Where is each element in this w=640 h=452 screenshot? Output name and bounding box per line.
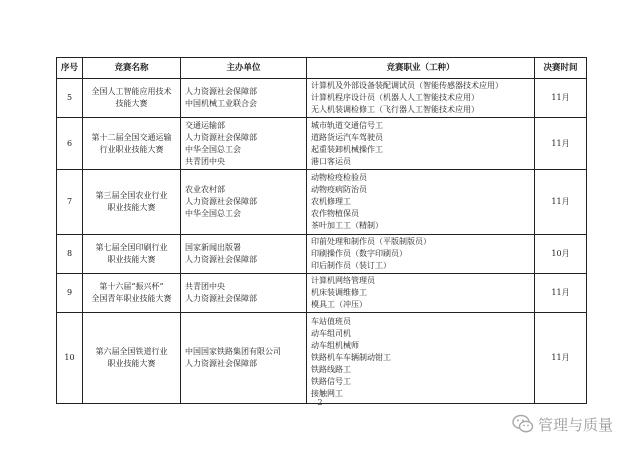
organizer: 人力资源社会保障部 — [185, 255, 258, 264]
competition-name-line: 职业技能大赛 — [107, 359, 156, 368]
organizer-cell — [181, 170, 307, 235]
page-number: 2 — [317, 398, 323, 407]
occupation: 模具工（冲压） — [311, 300, 368, 309]
competition-table — [56, 57, 587, 404]
occupations-cell — [307, 118, 535, 170]
occupation: 计算机程序设计员（机器人人工智能技术应用） — [311, 93, 480, 102]
organizer-cell — [181, 235, 307, 274]
table-header-row — [57, 58, 587, 79]
occupation: 农机修理工 — [311, 197, 352, 206]
organizer: 中华全国总工会 — [185, 209, 242, 218]
table-row — [57, 313, 587, 404]
competition-name-line: 第三届全国农业行业 — [95, 191, 168, 200]
occupation: 无人机装调检修工（飞行器人工智能技术应用） — [311, 105, 480, 114]
occupation: 车站值班员 — [311, 317, 352, 326]
organizer: 共青团中央 — [185, 156, 226, 166]
occupations-cell — [307, 274, 535, 313]
occupation: 茶叶加工工（精制） — [311, 221, 384, 230]
competition-name-line: 职业技能大赛 — [107, 203, 156, 212]
watermark — [512, 409, 613, 439]
occupations-cell — [307, 79, 535, 118]
occupation: 铁路机车车辆制动钳工 — [311, 353, 392, 362]
occupation: 农作物植保员 — [311, 209, 360, 218]
row-number: 10 — [57, 313, 83, 404]
competition-name-line: 职业技能大赛 — [107, 255, 156, 264]
table-row — [57, 79, 587, 118]
final-date: 10月 — [535, 235, 587, 274]
row-number: 5 — [57, 79, 83, 118]
occupation: 印前处理和制作员（平版制版员） — [311, 237, 432, 246]
row-number: 7 — [57, 170, 83, 235]
header-no: 序号 — [57, 58, 83, 79]
organizer: 人力资源社会保障部 — [185, 197, 258, 206]
header-date: 决赛时间 — [535, 58, 587, 79]
competition-name — [83, 170, 181, 235]
wechat-icon — [512, 414, 534, 434]
header-org: 主办单位 — [181, 58, 307, 79]
organizer: 共青团中央 — [185, 282, 226, 291]
occupation: 印后制作员（装订工） — [311, 261, 392, 270]
competition-name — [83, 313, 181, 404]
organizer: 人力资源社会保障部 — [185, 359, 258, 368]
competition-name-line: 第六届全国铁道行业 — [95, 347, 168, 356]
header-name: 竞赛名称 — [83, 58, 181, 79]
occupation: 道路货运汽车驾驶员 — [311, 132, 384, 142]
occupation: 计算机网络管理员 — [311, 276, 376, 285]
competition-name — [83, 274, 181, 313]
occupation: 动车组机械师 — [311, 341, 360, 350]
competition-name — [83, 118, 181, 170]
organizer: 中华全国总工会 — [185, 144, 242, 154]
competition-name-line: 行业职业技能大赛 — [99, 144, 164, 154]
organizer-cell — [181, 118, 307, 170]
occupations-cell — [307, 170, 535, 235]
occupation: 铁路信号工 — [311, 377, 352, 386]
occupation: 城市轨道交通信号工 — [311, 120, 384, 130]
organizer-cell — [181, 274, 307, 313]
organizer: 人力资源社会保障部 — [185, 132, 258, 142]
organizer: 人力资源社会保障部 — [185, 294, 258, 303]
competition-name-line: 第七届全国印刷行业 — [95, 243, 168, 252]
table-row — [57, 118, 587, 170]
occupation: 动物检疫检验员 — [311, 173, 368, 182]
table-row — [57, 274, 587, 313]
organizer-cell — [181, 313, 307, 404]
table-row — [57, 235, 587, 274]
occupations-cell — [307, 313, 535, 404]
row-number: 8 — [57, 235, 83, 274]
occupation: 动物疫病防治员 — [311, 185, 368, 194]
final-date: 11月 — [535, 313, 587, 404]
occupation: 动车组司机 — [311, 329, 352, 338]
occupation: 港口客运员 — [311, 156, 352, 166]
occupation: 起重装卸机械操作工 — [311, 144, 384, 154]
competition-name — [83, 235, 181, 274]
competition-name-line: 第十六届“振兴杯” — [99, 282, 164, 291]
competition-name — [83, 79, 181, 118]
occupations-cell — [307, 235, 535, 274]
header-jobs: 竞赛职业（工种） — [307, 58, 535, 79]
watermark-text: 管理与质量 — [538, 415, 614, 434]
row-number: 9 — [57, 274, 83, 313]
organizer: 国家新闻出版署 — [185, 243, 242, 252]
final-date: 11月 — [535, 170, 587, 235]
competition-name-line: 第十二届全国交通运输 — [91, 132, 172, 142]
occupation: 计算机及外部设备装配调试员（智能传感器技术应用） — [311, 81, 504, 90]
final-date: 11月 — [535, 118, 587, 170]
occupation: 印刷操作员（数字印刷员） — [311, 249, 408, 258]
organizer: 交通运输部 — [185, 120, 226, 130]
final-date: 11月 — [535, 274, 587, 313]
organizer: 中国机械工业联合会 — [185, 99, 258, 108]
organizer: 农业农村部 — [185, 185, 226, 194]
table-row — [57, 170, 587, 235]
occupation: 铁路线路工 — [311, 365, 352, 374]
final-date: 11月 — [535, 79, 587, 118]
competition-name-line: 技能大赛 — [115, 99, 148, 108]
competition-name-line: 全国人工智能应用技术 — [91, 87, 172, 96]
organizer: 人力资源社会保障部 — [185, 87, 258, 96]
occupation: 机床装调维修工 — [311, 288, 368, 297]
competition-name-line: 全国青年职业技能大赛 — [91, 294, 172, 303]
occupation: 接触网工 — [311, 389, 344, 398]
organizer-cell — [181, 79, 307, 118]
organizer: 中国国家铁路集团有限公司 — [185, 347, 282, 356]
row-number: 6 — [57, 118, 83, 170]
